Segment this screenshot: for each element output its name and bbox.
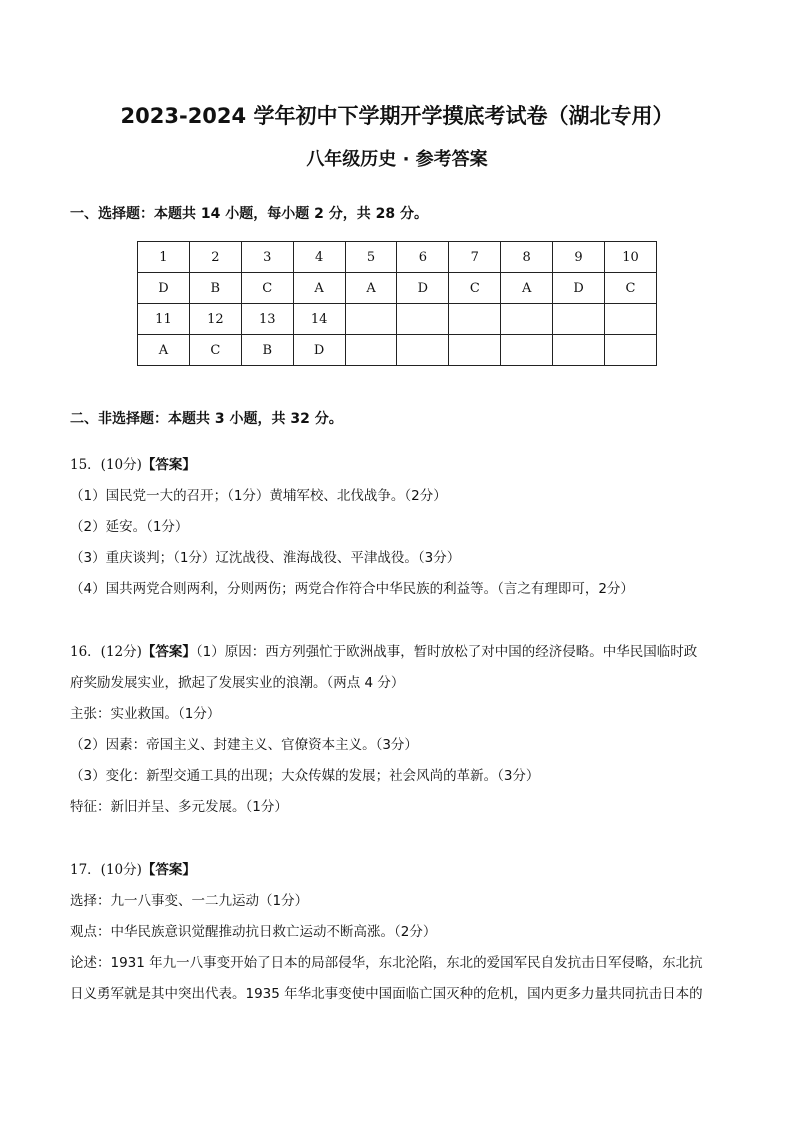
q16-line: 府奖励发展实业，掀起了发展实业的浪潮。（两点 4 分） [70,675,405,691]
table-cell: D [293,335,345,366]
table-cell: 7 [449,242,501,273]
table-cell: 8 [501,242,553,273]
q16-line: 特征：新旧并呈、多元发展。（1分） [70,799,288,815]
table-cell [397,304,449,335]
answer-table-body [138,242,657,366]
q15-line: （2）延安。（1分） [70,519,189,535]
q17-answer-tag: 【答案】 [141,862,196,878]
table-cell: C [605,273,657,304]
q15-header [70,453,196,473]
q15-number: 15．(10分) [70,457,142,473]
q16-line: 主张：实业救国。（1分） [70,706,221,722]
table-cell: 5 [345,242,397,273]
table-cell [449,335,501,366]
q15-line: （3）重庆谈判；（1分）辽沈战役、淮海战役、平津战役。（3分） [70,550,461,566]
page-subtitle: 八年级历史 · 参考答案 [306,149,488,170]
table-cell [501,304,553,335]
table-cell [449,304,501,335]
table-row [138,335,657,366]
table-cell: 1 [138,242,190,273]
table-row [138,273,657,304]
table-row [138,304,657,335]
table-cell: 4 [293,242,345,273]
q17-header [70,858,196,878]
table-cell: C [241,273,293,304]
q17-line: 论述：1931 年九一八事变开始了日本的局部侵华，东北沦陷，东北的爱国军民自发抗击日军侵略，东北抗 [70,955,703,971]
q16-line: （3）变化：新型交通工具的出现；大众传媒的发展；社会风尚的革新。（3分） [70,768,540,784]
table-cell: B [189,273,241,304]
section-2-heading: 二、非选择题：本题共 3 小题，共 32 分。 [70,411,343,427]
table-cell: C [189,335,241,366]
q16-first-line: （1）原因：西方列强忙于欧洲战事，暂时放松了对中国的经济侵略。中华民国临时政 [195,644,698,660]
answer-table [137,241,657,366]
q15-answer-tag: 【答案】 [141,457,196,473]
q17-line: 选择：九一八事变、一二九运动（1分） [70,893,309,909]
table-cell: 3 [241,242,293,273]
table-cell: 2 [189,242,241,273]
q17-line: 日义勇军就是其中突出代表。1935 年华北事变使中国面临亡国灭种的危机，国内更多力量共同抗击日本的 [70,986,703,1002]
table-row [138,242,657,273]
table-cell: 10 [605,242,657,273]
table-cell: B [241,335,293,366]
table-cell: 14 [293,304,345,335]
q15-line: （1）国民党一大的召开；（1分）黄埔军校、北伐战争。（2分） [70,488,447,504]
table-cell [397,335,449,366]
q16-line: （2）因素：帝国主义、封建主义、官僚资本主义。（3分） [70,737,418,753]
table-cell: A [345,273,397,304]
table-cell: 12 [189,304,241,335]
table-cell: A [293,273,345,304]
table-cell: D [397,273,449,304]
q16-answer-tag: 【答案】 [141,644,196,660]
q15-line: （4）国共两党合则两利，分则两伤；两党合作符合中华民族的利益等。（言之有理即可，2分） [70,581,634,597]
table-cell [605,335,657,366]
table-cell: D [138,273,190,304]
table-cell: A [501,273,553,304]
table-cell [553,304,605,335]
table-cell [345,304,397,335]
page-title: 2023-2024 学年初中下学期开学摸底考试卷（湖北专用） [120,104,674,128]
q16-number: 16．(12分) [70,644,142,660]
table-cell: 6 [397,242,449,273]
table-cell: A [138,335,190,366]
q17-line: 观点：中华民族意识觉醒推动抗日救亡运动不断高涨。（2分） [70,924,437,940]
table-cell: D [553,273,605,304]
table-cell [501,335,553,366]
table-cell [553,335,605,366]
table-cell: 13 [241,304,293,335]
q16-header [70,640,697,660]
table-cell: C [449,273,501,304]
q17-number: 17．(10分) [70,862,142,878]
table-cell: 11 [138,304,190,335]
table-cell: 9 [553,242,605,273]
table-cell [605,304,657,335]
table-cell [345,335,397,366]
section-1-heading: 一、选择题：本题共 14 小题，每小题 2 分，共 28 分。 [70,206,428,222]
